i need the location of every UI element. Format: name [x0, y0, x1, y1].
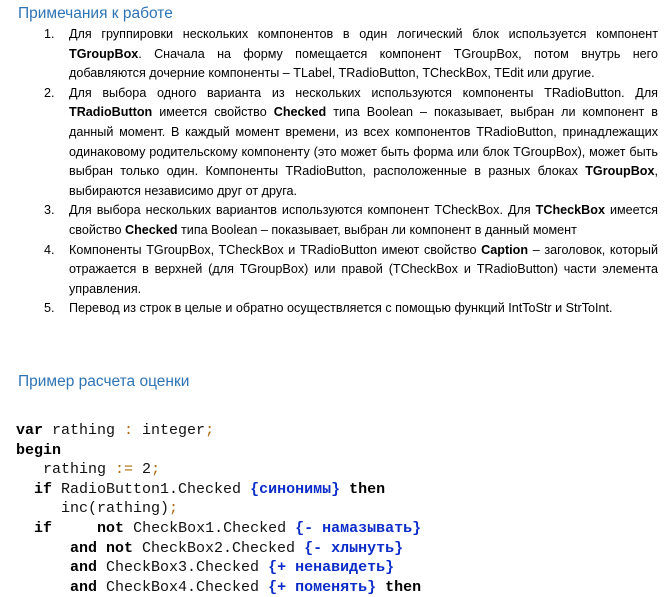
note-number: 4. [44, 242, 55, 257]
code-comment: {- хлынуть} [304, 539, 404, 557]
code-listing [16, 421, 666, 596]
note-term: TGroupBox [69, 46, 139, 61]
code-comment: {+ поменять} [268, 578, 377, 596]
code-line: rathing := 2; [43, 461, 161, 479]
note-term: TCheckBox [535, 203, 605, 218]
note-number: 1. [44, 27, 55, 41]
code-line: if RadioButton1.Checked {синонимы} then [34, 480, 386, 498]
note-item: 2. Для выбора одного варианта из нескольких используются компоненты TRadioButton. Для TRadioButton имеется свойство Checked типа Boolean – показывает, выбран ли компонент в данный момент. В каждый момент времени, из всех компонентов TRadioButton, принадлежащих одинаковому родительскому компоненту (это может быть форма или блок TGroupBox), может быть выбран только один. Компоненты TRadioButton, расположенные в разных блоках TGroupBox, выбираются независимо друг от друга. [44, 85, 658, 198]
code-line: and CheckBox4.Checked {+ поменять} then [70, 578, 422, 596]
note-term: TRadioButton [69, 105, 153, 120]
note-number: 3. [44, 203, 55, 218]
notes-heading: Примечания к работе [18, 5, 173, 22]
note-term: Caption [481, 242, 529, 257]
note-term: TGroupBox [585, 164, 655, 179]
note-term: Checked [125, 222, 178, 237]
code-line: inc(rathing); [61, 500, 179, 518]
note-item: 1. Для группировки нескольких компонентов в один логический блок используется компонент TGroupBox. Сначала на форму помещается компонент TGroupBox, потом внутрь него добавляются дочерние компоненты – TLabel, TRadioButton, TCheckBox, TEdit или другие. [44, 27, 658, 81]
code-line: and CheckBox3.Checked {+ ненавидеть} [70, 559, 395, 577]
code-comment: {- намазывать} [295, 519, 422, 537]
code-comment: {синонимы} [250, 480, 341, 498]
code-line: and not CheckBox2.Checked {- хлынуть} [70, 539, 404, 557]
note-item: 5. Перевод из строк в целые и обратно осуществляется с помощью функций IntToStr и StrToInt. [0, 299, 666, 319]
note-item: 3. Для выбора нескольких вариантов используются компонент TCheckBox. Для TCheckBox имеется свойство Checked типа Boolean – показывает, выбран ли компонент в данный момент [44, 203, 658, 237]
note-term: Checked [273, 105, 327, 120]
note-item: 4. Компоненты TGroupBox, TCheckBox и TRadioButton имеют свойство Caption – заголовок, который отражается в верхней (для TGroupBox) или правой (TCheckBox и TRadioButton) части элемента управления. [44, 242, 659, 296]
note-number: 2. [44, 85, 55, 100]
code-line: begin [16, 441, 62, 459]
code-comment: {+ ненавидеть} [268, 559, 395, 577]
note-number: 5. [44, 301, 55, 316]
example-heading: Пример расчета оценки [18, 373, 190, 390]
code-line: var rathing : integer; [16, 422, 215, 439]
code-line: if not CheckBox1.Checked {- намазывать} [34, 519, 422, 537]
notes-list [0, 25, 666, 319]
